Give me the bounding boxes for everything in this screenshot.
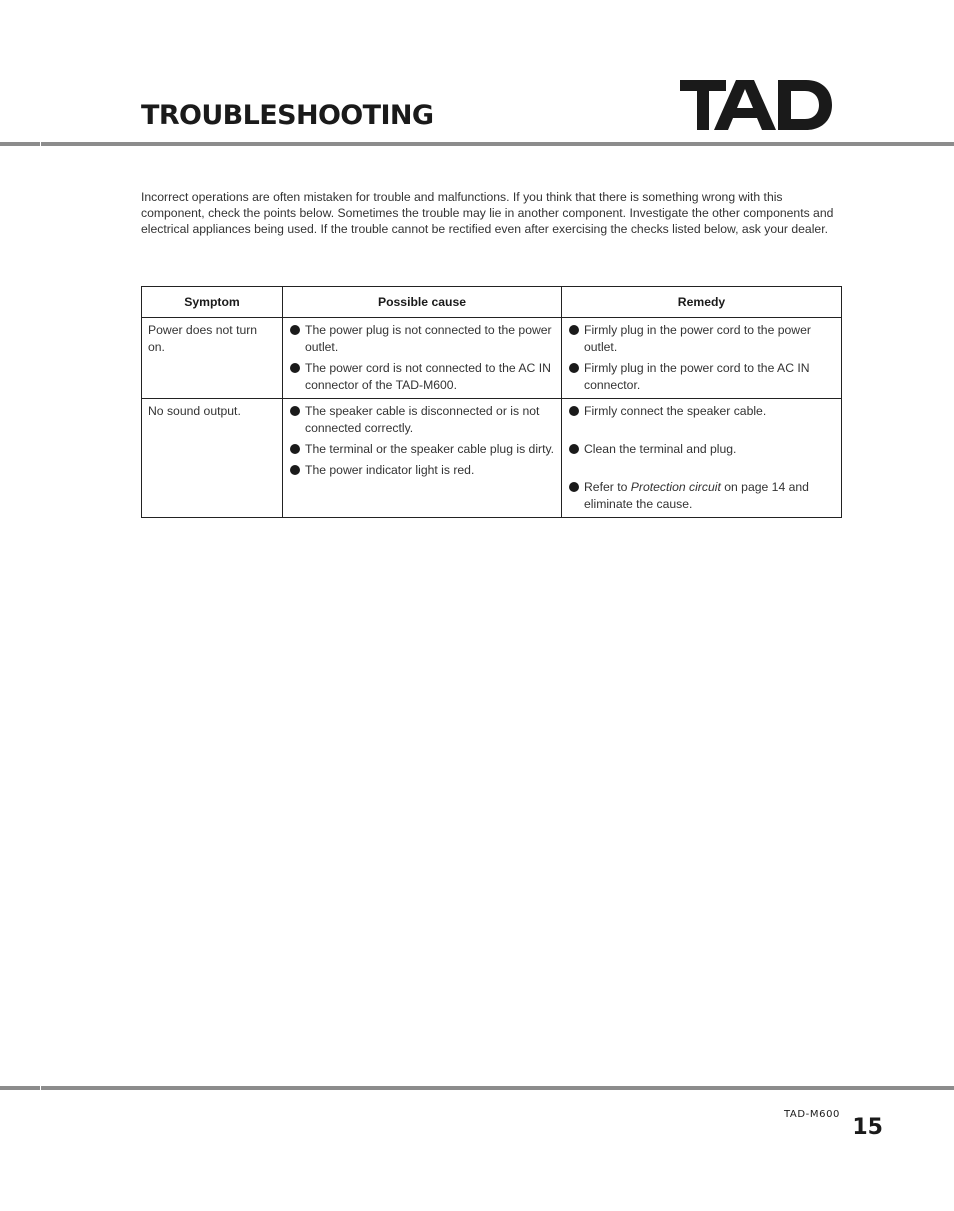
list-item [289, 462, 555, 479]
list-item [568, 403, 835, 420]
bullet-icon [569, 444, 579, 454]
list-item [289, 322, 555, 356]
remedy-cell [562, 399, 842, 518]
table-row [142, 399, 842, 518]
list-item [289, 403, 555, 437]
bullet-icon [290, 444, 300, 454]
remedy-text: Firmly plug in the power cord to the AC IN connector. [584, 361, 810, 392]
page-number: 15 [852, 1115, 883, 1140]
list-item [568, 360, 835, 394]
cause-text: The power indicator light is red. [305, 463, 475, 477]
model-name: TAD-M600 [784, 1109, 840, 1120]
list-item [289, 360, 555, 394]
bullet-icon [569, 363, 579, 373]
remedy-text: Firmly connect the speaker cable. [584, 404, 767, 418]
list-item [568, 479, 835, 513]
table-header-row [142, 287, 842, 318]
table-row [142, 318, 842, 399]
cause-cell [283, 399, 562, 518]
remedy-text: Clean the terminal and plug. [584, 442, 737, 456]
list-item [289, 441, 555, 458]
bullet-icon [290, 325, 300, 335]
bullet-icon [569, 406, 579, 416]
symptom-cell [142, 318, 283, 399]
column-header-cause: Possible cause [283, 287, 562, 318]
bullet-icon [290, 363, 300, 373]
cause-text: The terminal or the speaker cable plug is dirty. [305, 442, 555, 456]
remedy-prefix: Refer to [584, 480, 631, 494]
symptom-text: Power does not turn on. [148, 323, 258, 354]
remedy-cell [562, 318, 842, 399]
remedy-text: Firmly plug in the power cord to the power outlet. [584, 323, 811, 354]
cause-cell [283, 318, 562, 399]
header-rule [0, 142, 954, 146]
symptom-cell [142, 399, 283, 518]
bullet-icon [290, 406, 300, 416]
page-title: TROUBLESHOOTING [141, 100, 434, 131]
remedy-text [584, 479, 835, 513]
cross-reference: Protection circuit [630, 480, 721, 494]
troubleshooting-table [141, 286, 842, 518]
bullet-icon [290, 465, 300, 475]
bullet-icon [569, 482, 579, 492]
list-item [568, 441, 835, 458]
footer-rule [0, 1086, 954, 1090]
intro-paragraph: Incorrect operations are often mistaken for trouble and malfunctions. If you think that there is something wrong with this component, check the points below. Sometimes the trouble may lie in another component. Investigate the other components and electrical appliances being used. If the trouble cannot be rectified even after exercising the checks listed below, ask your dealer. [141, 190, 834, 236]
remedy-suffix: on page 14 and eliminate the cause. [584, 480, 809, 511]
cause-text: The power plug is not connected to the power outlet. [305, 323, 552, 354]
cause-text: The power cord is not connected to the AC IN connector of the TAD-M600. [305, 361, 551, 392]
column-header-symptom: Symptom [142, 287, 283, 318]
cause-text: The speaker cable is disconnected or is not connected correctly. [305, 404, 540, 435]
tad-logo [680, 80, 832, 130]
list-item [568, 322, 835, 356]
bullet-icon [569, 325, 579, 335]
column-header-remedy: Remedy [562, 287, 842, 318]
symptom-text: No sound output. [148, 404, 241, 418]
